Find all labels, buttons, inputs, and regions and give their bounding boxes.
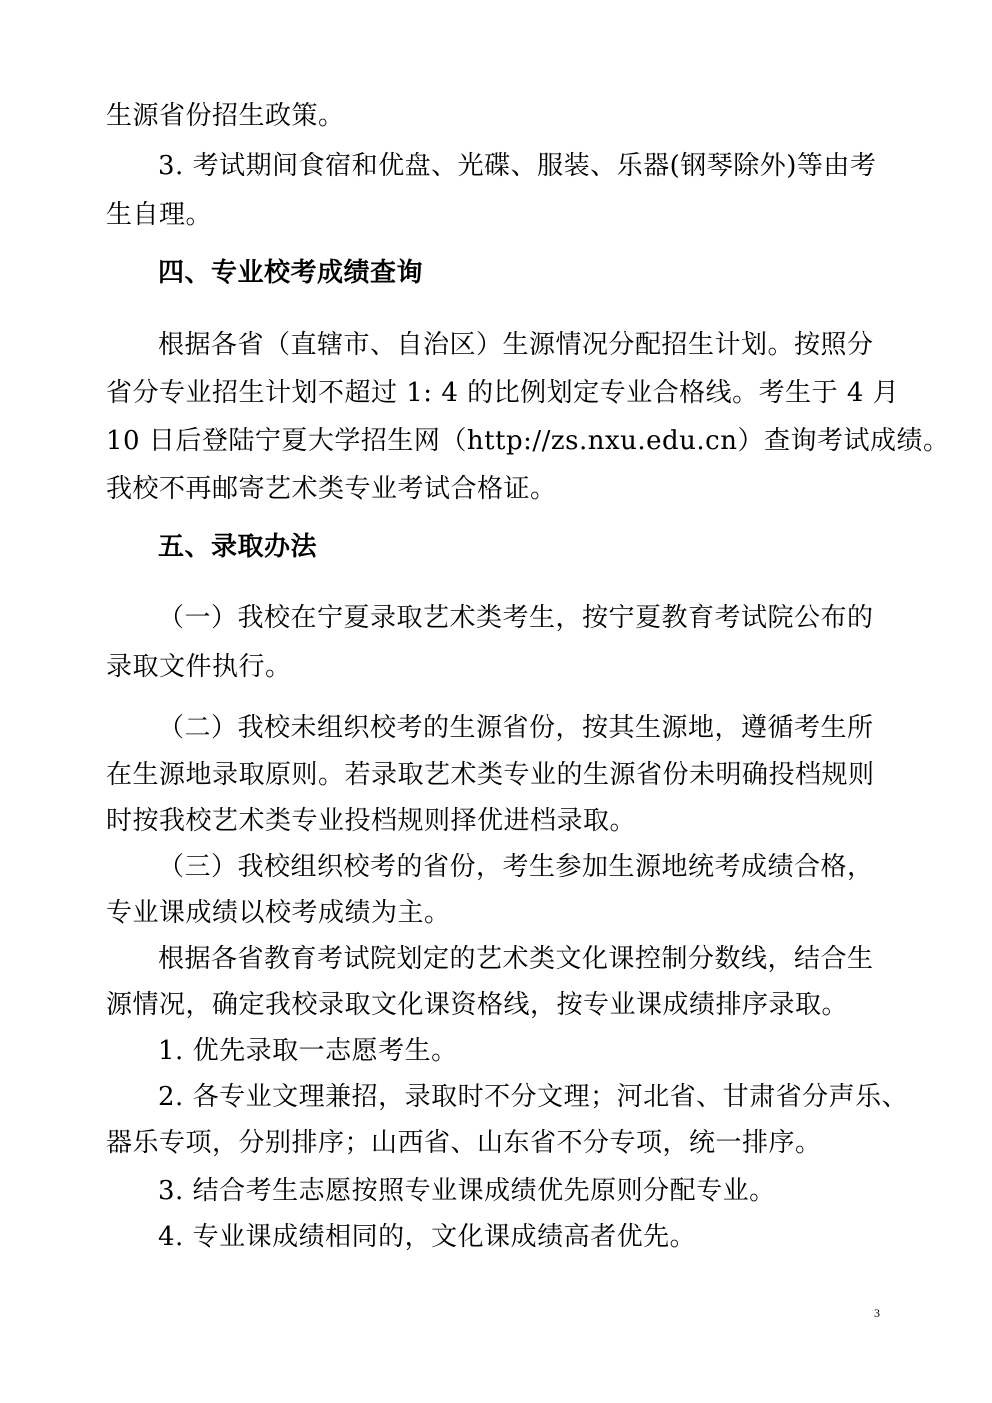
paragraph-line: 我校不再邮寄艺术类专业考试合格证。 xyxy=(106,474,557,504)
paragraph-line: 源情况，确定我校录取文化课资格线，按专业课成绩排序录取。 xyxy=(106,990,849,1020)
list-item: 1. 优先录取一志愿考生。 xyxy=(158,1036,458,1066)
paragraph-line: 专业课成绩以校考成绩为主。 xyxy=(106,898,451,928)
paragraph-line: 器乐专项，分别排序；山西省、山东省不分专项，统一排序。 xyxy=(106,1128,822,1158)
list-item: 2. 各专业文理兼招，录取时不分文理；河北省、甘肃省分声乐、 xyxy=(158,1082,909,1112)
paragraph-line: 根据各省教育考试院划定的艺术类文化课控制分数线，结合生 xyxy=(158,944,874,974)
paragraph-line: （三）我校组织校考的省份，考生参加生源地统考成绩合格， xyxy=(158,852,874,882)
paragraph-line: （二）我校未组织校考的生源省份，按其生源地，遵循考生所 xyxy=(158,713,874,743)
paragraph-line: 时按我校艺术类专业投档规则择优进档录取。 xyxy=(106,806,637,836)
section-heading: 五、录取办法 xyxy=(158,532,318,562)
page-number: 3 xyxy=(874,1306,880,1320)
paragraph-line: 在生源地录取原则。若录取艺术类专业的生源省份未明确投档规则 xyxy=(106,760,875,790)
paragraph-line: 生自理。 xyxy=(106,200,213,230)
paragraph-line: 根据各省（直辖市、自治区）生源情况分配招生计划。按照分 xyxy=(158,330,874,360)
list-item: 3. 结合考生志愿按照专业课成绩优先原则分配专业。 xyxy=(158,1176,776,1206)
paragraph-line: 生源省份招生政策。 xyxy=(106,101,345,131)
paragraph-line: 10 日后登陆宁夏大学招生网（http://zs.nxu.edu.cn）查询考试成绩。 xyxy=(106,426,950,456)
paragraph-line: 录取文件执行。 xyxy=(106,652,292,682)
list-item: 3. 考试期间食宿和优盘、光碟、服装、乐器(钢琴除外)等由考 xyxy=(158,151,877,181)
section-heading: 四、专业校考成绩查询 xyxy=(158,258,424,288)
list-item: 4. 专业课成绩相同的，文化课成绩高者优先。 xyxy=(158,1222,697,1252)
paragraph-line: （一）我校在宁夏录取艺术类考生，按宁夏教育考试院公布的 xyxy=(158,603,874,633)
paragraph-line: 省分专业招生计划不超过 1: 4 的比例划定专业合格线。考生于 4 月 xyxy=(106,378,900,408)
